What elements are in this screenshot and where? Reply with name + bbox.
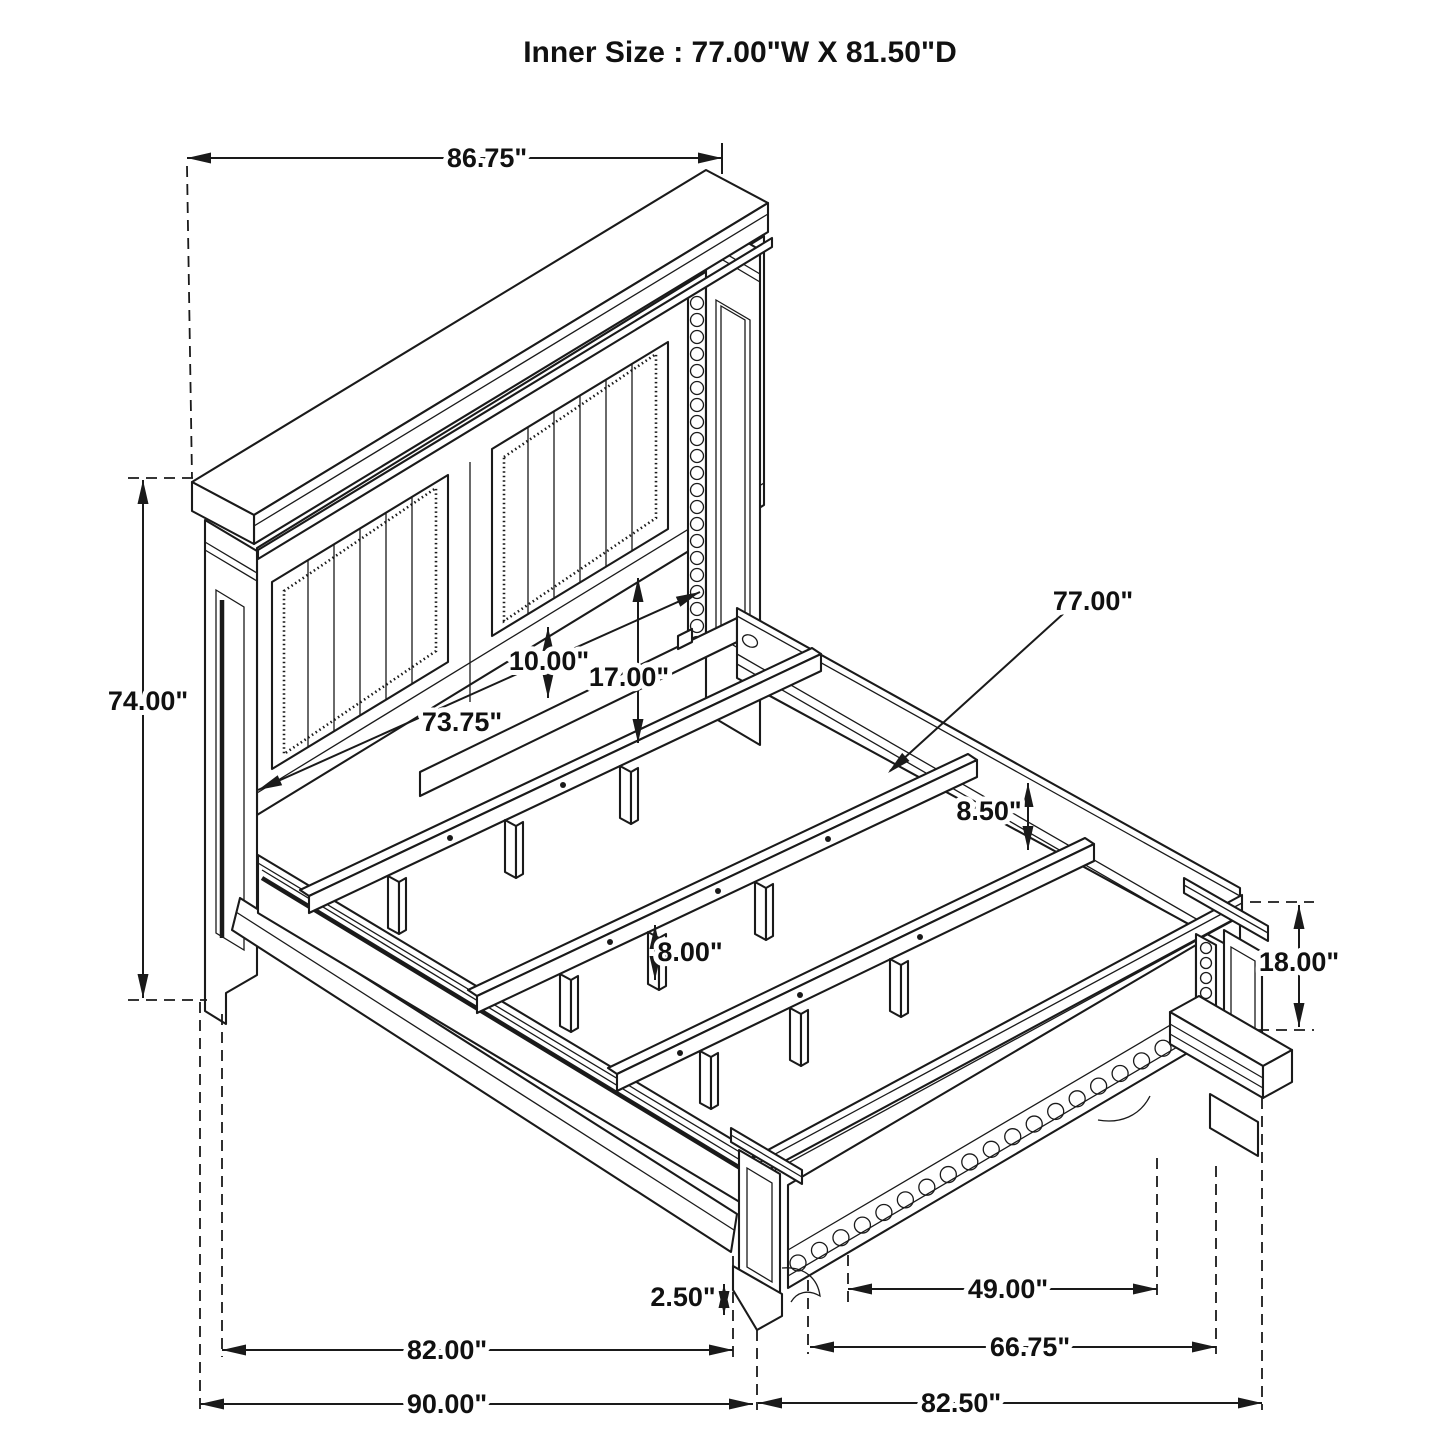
footboard (731, 878, 1292, 1330)
slat-leg (700, 1051, 718, 1109)
dim-footboard-overall-width-label: 82.50" (920, 1388, 1002, 1418)
dim-slat-rail-drop-label: 8.50" (956, 796, 1022, 826)
dim-foot-height (650, 1282, 729, 1315)
dim-footboard-height (1250, 902, 1339, 1030)
dim-gap-upper-label: 10.00" (508, 646, 590, 676)
dim-headboard-height-label: 74.00" (107, 686, 189, 716)
dim-foot-height-label: 2.50" (650, 1282, 716, 1312)
headboard-left-post (205, 520, 257, 1024)
dim-headboard-inner-width-label: 73.75" (421, 707, 503, 737)
dim-slat-leg-height-label: 8.00" (657, 937, 723, 967)
dim-overall-length-label: 90.00" (406, 1389, 488, 1419)
dim-gap-lower-label: 17.00" (588, 662, 670, 692)
dim-slat-rail-length-label: 77.00" (1052, 586, 1134, 616)
slat-leg (505, 820, 523, 878)
dim-footboard-inner-span-label: 49.00" (967, 1274, 1049, 1304)
slat-leg (890, 959, 908, 1017)
slat-leg (755, 882, 773, 940)
dim-headboard-height (108, 478, 207, 1000)
slat-leg (790, 1008, 808, 1066)
slat-leg (620, 766, 638, 824)
diagram-title: Inner Size : 77.00"W X 81.50"D (523, 36, 957, 69)
dim-footboard-mid-span-label: 66.75" (989, 1332, 1071, 1362)
dim-headboard-width-label: 86.75" (446, 143, 528, 173)
slat-leg (388, 876, 406, 934)
dim-footboard-height-label: 18.00" (1258, 947, 1340, 977)
slat-leg (560, 974, 578, 1032)
footboard-right-foot (1210, 1094, 1258, 1156)
dim-base-length-label: 82.00" (406, 1335, 488, 1365)
